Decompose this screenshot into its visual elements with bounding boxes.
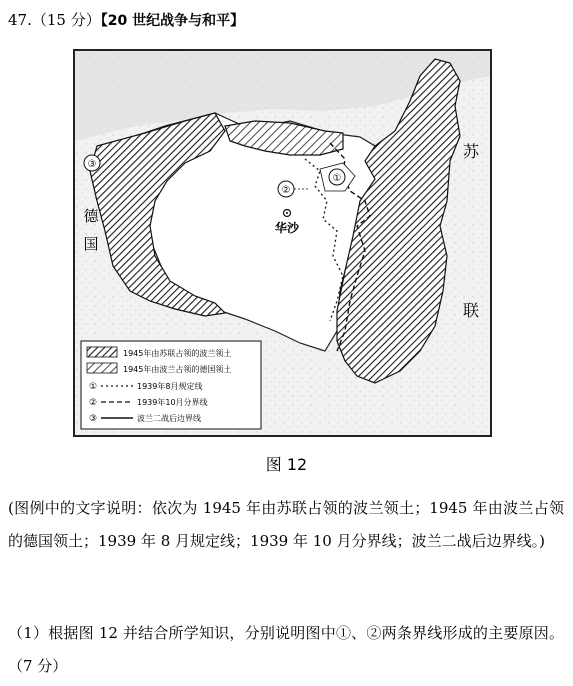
marker-1-label: ① <box>332 173 342 184</box>
question-topic: 【20 世纪战争与和平】 <box>100 13 245 29</box>
question-header <box>8 10 244 31</box>
soviet-label-1: 苏 <box>462 142 480 161</box>
marker-3-label: ③ <box>87 159 97 170</box>
question-number: 47.（15 分） <box>8 11 101 29</box>
map-figure <box>73 49 492 437</box>
warsaw-label: 华沙 <box>274 221 300 235</box>
legend-row-3: 1939年8月规定线 <box>137 382 203 391</box>
legend-row-5: 波兰二战后边界线 <box>137 414 201 423</box>
map-legend <box>81 341 261 429</box>
legend-row-2: 1945年由波兰占领的德国领土 <box>123 365 232 374</box>
germany-label-2: 国 <box>83 235 99 253</box>
legend-swatch-1 <box>87 347 117 357</box>
figure-caption: 图 12 <box>265 455 308 474</box>
legend-marker-3: ③ <box>89 414 98 424</box>
legend-marker-2: ② <box>89 398 98 408</box>
legend-swatch-2 <box>87 363 117 373</box>
legend-marker-1: ① <box>89 382 98 392</box>
legend-row-1: 1945年由苏联占领的波兰领土 <box>123 349 232 358</box>
marker-2-label: ② <box>281 185 291 196</box>
legend-row-4: 1939年10月分界线 <box>137 398 208 407</box>
germany-label-1: 德 <box>83 207 99 225</box>
map-svg <box>75 51 490 435</box>
soviet-label-2: 联 <box>462 301 480 320</box>
legend-note: (图例中的文字说明：依次为 1945 年由苏联占领的波兰领土；1945 年由波兰占领的德国领土；1939 年 8 月规定线；1939 年 10 月分界线；波兰二战后边界线。) <box>8 499 564 550</box>
subquestion-1: （1）根据图 12 并结合所学知识，分别说明图中①、②两条界线形成的主要原因。（7 分） <box>8 624 564 675</box>
warsaw-dot <box>286 212 288 214</box>
